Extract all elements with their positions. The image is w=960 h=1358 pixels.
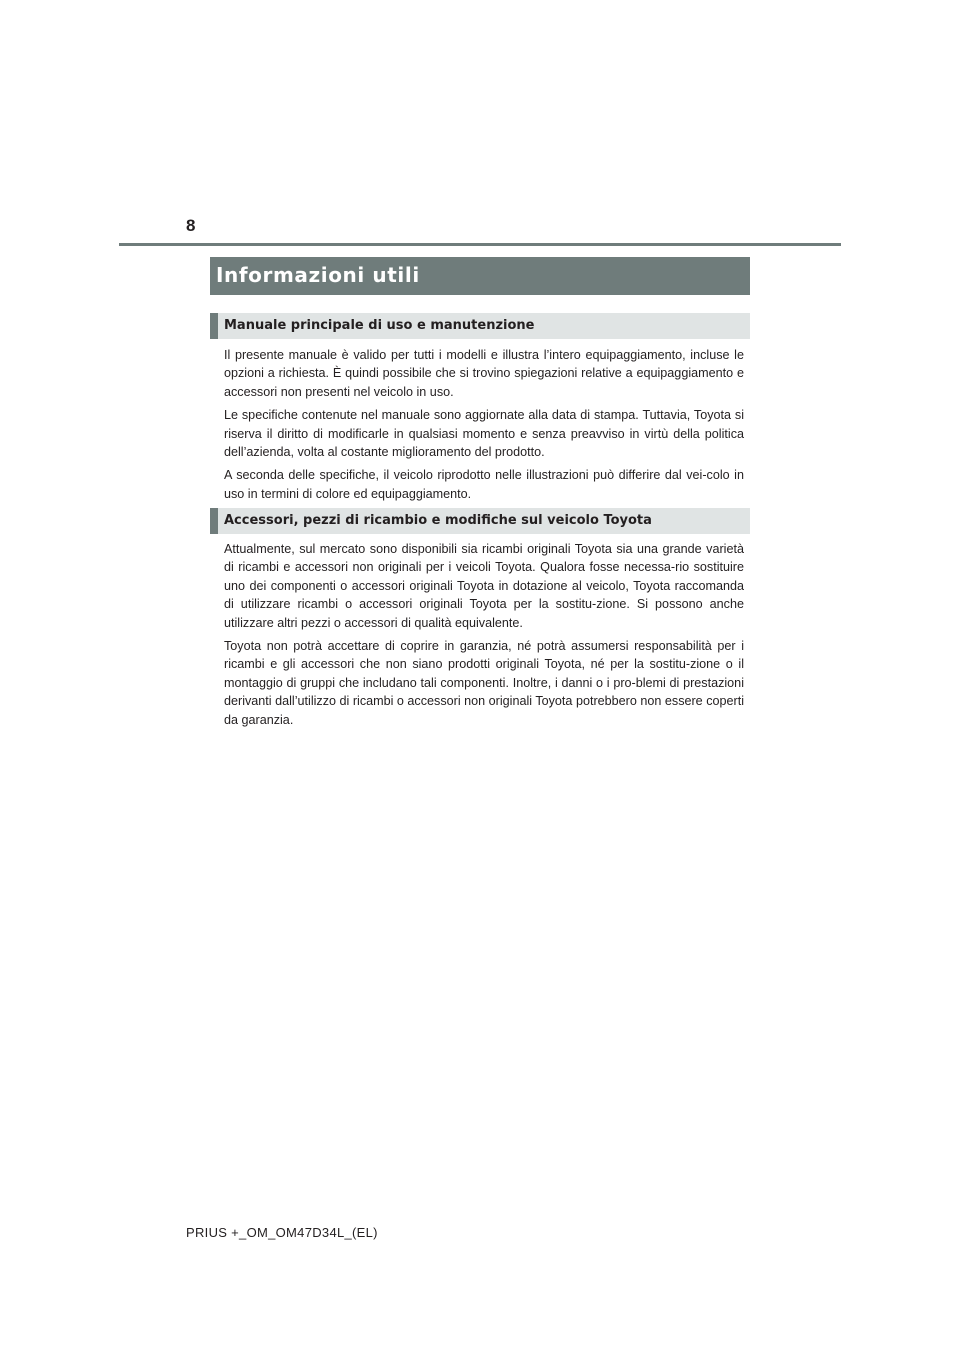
header-divider bbox=[119, 243, 841, 246]
section-heading-accessories bbox=[210, 508, 750, 534]
paragraph: Attualmente, sul mercato sono disponibili sia ricambi originali Toyota sia una grande varietà di ricambi e accessori non originali per i veicoli Toyota. Qualora fosse necessa-rio sostituire uno dei componenti o accessori originali Toyota in dotazione al veicolo, Toyota raccomanda di utilizzare ricambi o accessori originali Toyota per la sostitu-zione. Si possono anche utilizzare altri pezzi o accessori di qualità equivalente. bbox=[224, 542, 744, 630]
section-heading-text: Manuale principale di uso e manutenzione bbox=[224, 318, 535, 333]
paragraph: A seconda delle specifiche, il veicolo riprodotto nelle illustrazioni può differire dal vei-colo in uso in termini di colore ed equipaggiamento. bbox=[224, 468, 744, 501]
page-number: 8 bbox=[186, 216, 196, 235]
section-heading-text: Accessori, pezzi di ricambio e modifiche sul veicolo Toyota bbox=[224, 513, 652, 528]
section-body-manual bbox=[224, 346, 744, 508]
section-body-accessories bbox=[224, 540, 744, 734]
paragraph: Le specifiche contenute nel manuale sono aggiornate alla data di stampa. Tuttavia, Toyota si riserva il diritto di modificarle in qualsiasi momento e senza preavviso in virtù della politica dell’azienda, volta al costante miglioramento del prodotto. bbox=[224, 408, 744, 460]
section-heading-manual bbox=[210, 313, 750, 339]
document-code-footer: PRIUS +_OM_OM47D34L_(EL) bbox=[186, 1225, 378, 1240]
page-title: Informazioni utili bbox=[216, 263, 420, 287]
paragraph: Il presente manuale è valido per tutti i modelli e illustra l’intero equipaggiamento, incluse le opzioni a richiesta. È quindi possibile che si trovino spiegazioni relative a equipaggiamento e accessori non presenti nel veicolo in uso. bbox=[224, 348, 744, 399]
title-bar bbox=[210, 257, 750, 295]
paragraph: Toyota non potrà accettare di coprire in garanzia, né potrà assumersi responsabilità per i ricambi e gli accessori che non siano prodotti originali Toyota, né per la sostitu-zione o il montaggio di gruppi che includano tali componenti. Inoltre, i danni o i pro-blemi di prestazioni derivanti dall’utilizzo di ricambi o accessori non originali Toyota potrebbero non essere coperti da garanzia. bbox=[224, 639, 744, 727]
